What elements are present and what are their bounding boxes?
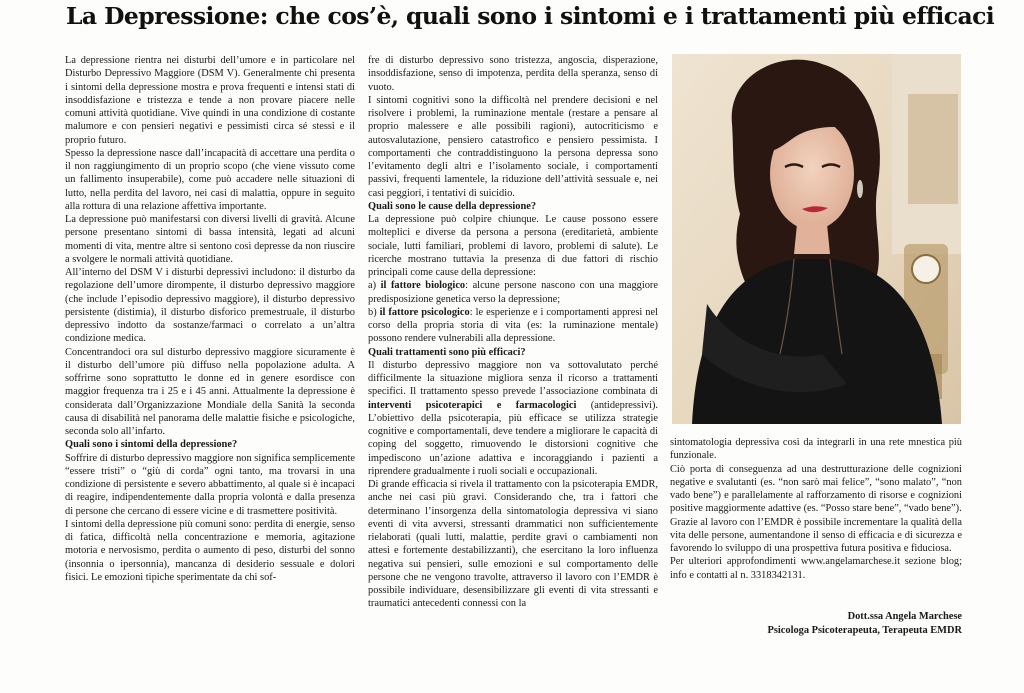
author-portrait-photo [672,54,961,424]
paragraph: La depressione può colpire chiunque. Le cause possono essere molteplici e diverse da persona a persona (ereditarietà, ambiente sociale, lutti familiari, problemi di lavoro, problemi di salute). Le ricerche mostrano tuttavia la presenza di due fattori di rischio principali come cause della depressione: [368,214,658,278]
article-column-1 [65,54,355,584]
paragraph-text: : le esperienze e i comportamenti appresi nel corso della propria storia di vita (es: la ruminazione mentale) possono rendere vulnerabili alla depressione. [368,306,658,345]
section-heading: Quali sono le cause della depressione? [368,200,537,212]
paragraph: fre di disturbo depressivo sono tristezza, angoscia, disperazione, insoddisfazione, senso di impotenza, perdita della speranza, senso di vuoto. [368,55,658,93]
paragraph: Di grande efficacia si rivela il trattamento con la psicoterapia EMDR, anche nei casi più gravi. Considerando che, tra i fattori che determinano l’insorgenza della sintomatologia depressiva vi siano eventi di vita avversi, stressanti drammatici non sufficientemente rielaborati (quali lutti, malattie, perdite gravi o cambiamenti non attesi e fortemente destabilizzanti), che esercitano la loro influenza negativa sui pensieri, sulle emozioni e sul comportamento delle persone che ne vengono travolte, attraverso il lavoro con l’EMDR è possibile individuare, desensibilizzare gli eventi di vita stressanti e traumatici antecedenti connessi con la [368,479,658,610]
paragraph: Per ulteriori approfondimenti www.angelamarchese.it sezione blog; info e contatti al n. 3318342131. [670,556,962,581]
article-headline: La Depressione: che cos’è, quali sono i sintomi e i trattamenti più efficaci [66,2,995,30]
paragraph [368,359,658,478]
paragraph: Spesso la depressione nasce dall’incapacità di accettare una perdita o il non raggiungimento di un proprio scopo (che viene vissuto come un fallimento insuperabile), come può accadere nelle situazioni di lutto, nella perdita del lavoro, nei casi di malattia, oppure in seguito alla rottura di una relazione affettiva importante. [65,147,355,212]
paragraph: I sintomi della depressione più comuni sono: perdita di energie, senso di fatica, difficoltà nella concentrazione e memoria, agitazione motoria e nervosismo, perdita o aumento di peso, disturbi del sonno (insonnia o ipersonnia), mancanza di desiderio sessuale e dolori fisici. Le emozioni tipiche sperimentate da chi sof- [65,518,355,583]
paragraph: La depressione può manifestarsi con diversi livelli di gravità. Alcune persone presentano sintomi di bassa intensità, legati ad alcuni momenti di vita, mentre altre si sentono così depresse da non riuscire a svolgere le normali attività quotidiane. [65,214,355,265]
portrait-illustration [672,54,961,424]
list-marker: a) [368,280,381,292]
paragraph [368,279,658,306]
author-role: Psicologa Psicoterapeuta, Terapeuta EMDR [767,624,962,636]
section-heading: Quali trattamenti sono più efficaci? [368,346,526,358]
paragraph [368,306,658,346]
paragraph: I sintomi cognitivi sono la difficoltà nel prendere decisioni e nel risolvere i problemi, la ruminazione mentale (restare a pensare al proprio malessere e alle possibili ragioni), autocriticismo e autosvalutazione, pensiero catastrofico e pensiero pessimista. I comportamenti che contraddistinguono la persona depressa sono l’evitamento degli altri e l’isolamento sociale, i comportamenti passivi, frequenti lamentele, la riduzione dell’attività sessuale e, nei casi peggiori, i tentativi di suicidio. [368,94,658,199]
bold-term: il fattore biologico [380,280,466,292]
paragraph-text: : alcune persone nascono con una maggiore predisposizione genetica verso la depressione; [368,280,659,305]
bold-term: il fattore psicologico [379,306,470,318]
paragraph-text: Il disturbo depressivo maggiore non va sottovalutato perché difficilmente la situazione migliora senza il ricorso a trattamenti specifici. Il trattamento spesso prevede l’associazione combinata di [368,359,658,398]
section-heading: Quali sono i sintomi della depressione? [65,439,238,451]
article-column-3 [670,436,962,582]
paragraph-text: (antidepressivi). L’obiettivo della psicoterapia, più efficace se utilizza strategie cognitive e comportamentali, deve tendere a migliorare le capacità di coping del soggetto, rimuovendo le distorsioni cognitive che impediscono un’azione adattiva e incoraggiando i pazienti a riprendere gradualmente i ruoli sociali e occupazionali. [368,399,659,477]
paragraph: La depressione rientra nei disturbi dell’umore e in particolare nel Disturbo Depressivo Maggiore (DSM V). Generalmente chi presenta i sintomi della depressione mostra e prova frequenti e intensi stati di insoddisfazione e tristezza e tende a non provare piacere nelle comuni attività quotidiane. Vive quindi in una condizione di costante malumore e con pensieri negativi e pessimisti circa sé stessi e il proprio futuro. [65,55,355,146]
list-marker: b) [368,306,380,318]
author-signature [670,610,962,637]
paragraph: Concentrandoci ora sul disturbo depressivo maggiore sicuramente è il disturbo dell’umore più diffuso nella popolazione adulta. A soffrirne sono soprattutto le donne ed in genere esordisce con maggior frequenza tra i 25 e i 45 anni. Attualmente la depressione è considerata dall’Organizzazione Mondiale della Sanità la seconda causa di disabilità nel panorama delle malattie fisiche e psicologiche, seconda solo all’infarto. [65,346,355,437]
paragraph: All’interno del DSM V i disturbi depressivi includono: il disturbo da regolazione dell’umore dirompente, il disturbo depressivo maggiore (che include l’episodio depressivo maggiore), il disturbo depressivo persistente (distimia), il disturbo disforico premestruale, il disturbo depressivo indotto da sostanze/farmaci o correlato a un’altra condizione medica. [65,267,355,345]
author-name: Dott.ssa Angela Marchese [847,611,962,622]
bold-term: interventi psicoterapici e farmacologici [368,399,577,411]
paragraph: Soffrire di disturbo depressivo maggiore non significa semplicemente “essere tristi” o “giù di corda” ogni tanto, ma trovarsi in una condizione di persistente e severo abbattimento, al quale si è incapaci di reagire, indipendentemente dalla propria volontà e dalla presenza di persone che cercano di essere vicine e di trasmettere positività. [65,452,355,517]
article-column-2 [368,54,658,611]
paragraph: Ciò porta di conseguenza ad una destrutturazione delle cognizioni negative e svalutanti (es. “non sarò mai felice”, “sono malato”, “non vado bene”) e parallelamente al rafforzamento di risorse e cognizioni positive maggiormente adattive (es. “Posso stare bene”, “vado bene”). [670,463,962,515]
paragraph: sintomatologia depressiva così da integrarli in una rete mnestica più funzionale. [670,437,962,462]
paragraph: Grazie al lavoro con l’EMDR è possibile incrementare la qualità della vita delle persone, aumentandone il senso di efficacia e di sicurezza e favorendo lo sviluppo di una prospettiva futura positiva e fiduciosa. [670,516,962,554]
